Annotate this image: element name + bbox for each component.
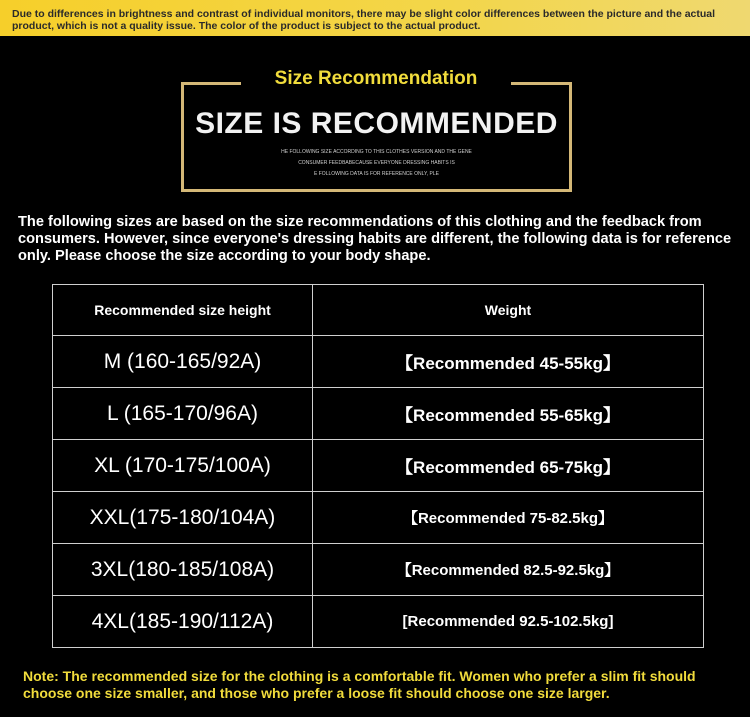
size-height-cell: XL (170-175/100A)	[53, 440, 313, 492]
intro-text: The following sizes are based on the size recommendations of this clothing and the feedback from consumers. However, since everyone's dressing habits are different, the following data is for reference only. Please choose the size according to your body shape.	[18, 214, 732, 264]
size-height-cell: M (160-165/92A)	[53, 336, 313, 388]
table-header-row	[53, 285, 704, 336]
table-row	[53, 336, 704, 388]
header-fine-line-2: CONSUMER FEEDBABECAUSE EVERYONE DRESSING HABITS IS	[298, 160, 455, 166]
fit-note: Note: The recommended size for the clothing is a comfortable fit. Women who prefer a slim fit should choose one size smaller, and those who prefer a loose fit should choose one size larger.	[23, 668, 696, 701]
size-weight-cell: 【Recommended 65-75kg】	[313, 440, 704, 492]
size-weight-cell: 【Recommended 45-55kg】	[313, 336, 704, 388]
header-title: SIZE IS RECOMMENDED	[195, 107, 558, 140]
size-height-cell: XXL(175-180/104A)	[53, 492, 313, 544]
table-row	[53, 388, 704, 440]
table-row	[53, 440, 704, 492]
disclaimer-line-1: Due to differences in brightness and contrast of individual monitors, there may be slight color differences between the picture and the actual	[12, 8, 716, 20]
size-height-cell: 3XL(180-185/108A)	[53, 544, 313, 596]
size-weight-cell: [Recommended 92.5-102.5kg]	[313, 596, 704, 648]
size-weight-cell: 【Recommended 55-65kg】	[313, 388, 704, 440]
header-fine-line-3: E FOLLOWING DATA IS FOR REFERENCE ONLY, PLE	[314, 171, 439, 177]
header-height: Recommended size height	[53, 285, 313, 336]
table-row	[53, 596, 704, 648]
size-table	[52, 284, 704, 648]
size-weight-cell: 【Recommended 75-82.5kg】	[313, 492, 704, 544]
header-label: Size Recommendation	[241, 64, 511, 94]
header-fine-line-1: HE FOLLOWING SIZE ACCORDING TO THIS CLOTHES VERSION AND THE GENE	[281, 149, 472, 155]
header-weight: Weight	[313, 285, 704, 336]
size-height-cell: L (165-170/96A)	[53, 388, 313, 440]
disclaimer-line-2: product, which is not a quality issue. The color of the product is subject to the actual product.	[12, 20, 481, 32]
table-row	[53, 544, 704, 596]
size-height-cell: 4XL(185-190/112A)	[53, 596, 313, 648]
disclaimer-banner	[0, 0, 750, 36]
size-weight-cell: 【Recommended 82.5-92.5kg】	[313, 544, 704, 596]
table-row	[53, 492, 704, 544]
